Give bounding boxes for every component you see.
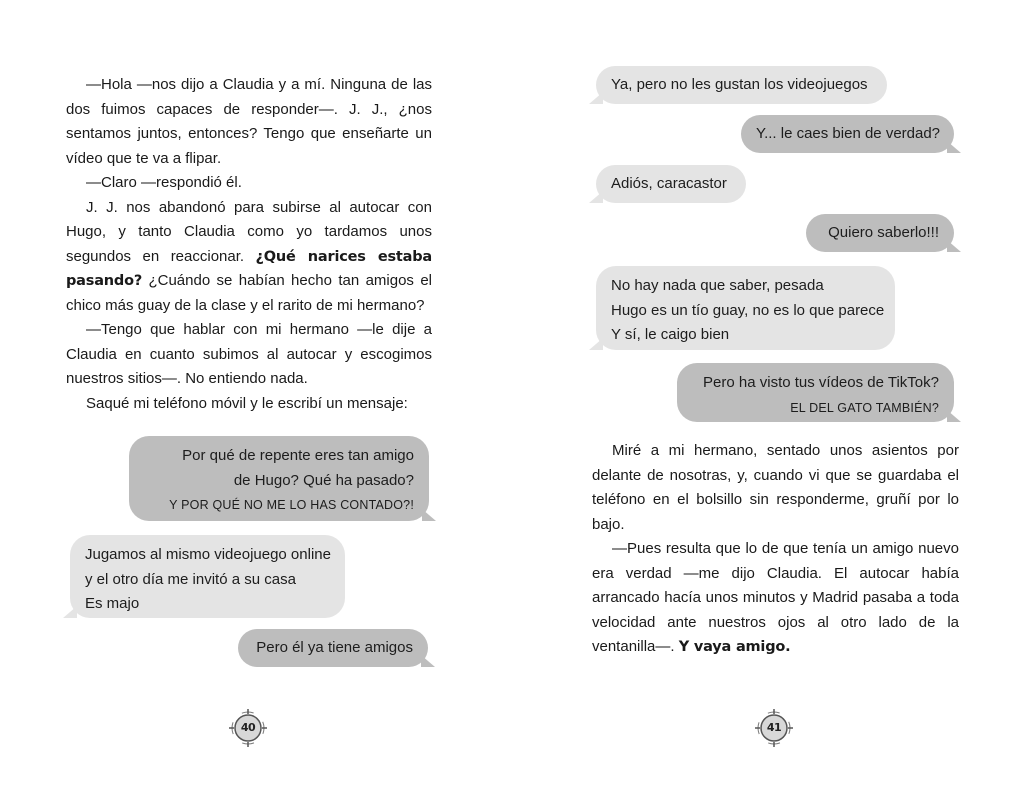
message-line: Pero él ya tiene amigos	[256, 639, 413, 656]
message-line: Hugo es un tío guay, no es lo que parece	[611, 301, 885, 319]
text-run: —Pues resulta que lo de que tenía un amigo nuevo era verdad —me dijo Claudia. El autocar había arrancado hacía unos minutos y Madrid pasaba a toda velocidad ante nuestros ojos al otro lado de la ventanilla—.	[592, 540, 959, 655]
message-line: Adiós, caracastor	[611, 175, 727, 192]
message-sent-bubble	[677, 363, 954, 422]
page-number-badge	[228, 708, 268, 748]
message-line: y el otro día me invitó a su casa	[85, 570, 296, 588]
message-line: Y POR QUÉ NO ME LO HAS CONTADO?!	[169, 498, 414, 512]
text-run: J. J. nos abandonó para subirse al autocar con Hugo, y tanto Claudia como yo tardamos unos segundos en reaccionar.	[66, 198, 432, 265]
message-received-bubble	[596, 66, 887, 104]
message-received-bubble	[596, 165, 746, 203]
right-page	[512, 0, 1024, 786]
emphasized-text: Y vaya amigo.	[678, 639, 791, 655]
page-number: 40	[240, 721, 256, 734]
message-sent-bubble	[806, 214, 954, 252]
emphasized-text: ¿Qué narices estaba pasando?	[66, 248, 432, 289]
page-number: 41	[766, 721, 782, 734]
paragraph	[592, 537, 959, 660]
message-sent-bubble	[129, 436, 429, 521]
paragraph	[66, 171, 432, 196]
text-run: —Hola —nos dijo a Claudia y a mí. Ninguna de las dos fuimos capaces de responder—. J. J., ¿nos sentamos juntos, entonces? Tengo que enseñarte un vídeo que te va a flipar.	[66, 76, 432, 167]
left-body-text	[66, 73, 432, 416]
message-sent-bubble	[238, 629, 428, 667]
message-line: Es majo	[85, 595, 140, 612]
text-run: —Claro —respondió él.	[86, 174, 242, 191]
page-number-badge	[754, 708, 794, 748]
paragraph	[66, 73, 432, 171]
message-line: Y sí, le caigo bien	[611, 326, 730, 343]
message-received-bubble	[596, 266, 895, 350]
paragraph	[66, 318, 432, 392]
text-run: Miré a mi hermano, sentado unos asientos por delante de nosotras, y, cuando vi que se guardaba el teléfono en el bolsillo sin responderme, gruñí por lo bajo.	[592, 442, 959, 533]
paragraph	[66, 196, 432, 319]
message-line: Jugamos al mismo videojuego online	[85, 546, 331, 563]
paragraph	[66, 392, 432, 417]
message-line: Por qué de repente eres tan amigo	[182, 447, 414, 464]
message-sent-bubble	[741, 115, 954, 153]
paragraph	[592, 439, 959, 537]
message-line: Y... le caes bien de verdad?	[756, 125, 941, 142]
message-line: No hay nada que saber, pesada	[611, 277, 824, 294]
message-line: EL DEL GATO TAMBIÉN?	[790, 400, 939, 415]
text-run: —Tengo que hablar con mi hermano —le dije a Claudia en cuanto subimos al autocar y escogimos nuestros sitios—. No entiendo nada.	[66, 321, 432, 387]
message-line: de Hugo? Qué ha pasado?	[233, 471, 414, 489]
text-run: Saqué mi teléfono móvil y le escribí un mensaje:	[86, 394, 408, 412]
right-body-text	[592, 439, 959, 660]
message-line: Ya, pero no les gustan los videojuegos	[611, 76, 868, 93]
message-line: Pero ha visto tus vídeos de TikTok?	[703, 374, 939, 391]
message-received-bubble	[70, 535, 345, 618]
text-run: ¿Cuándo se habían hecho tan amigos el chico más guay de la clase y el rarito de mi hermano?	[66, 272, 432, 314]
message-line: Quiero saberlo!!!	[828, 224, 939, 241]
